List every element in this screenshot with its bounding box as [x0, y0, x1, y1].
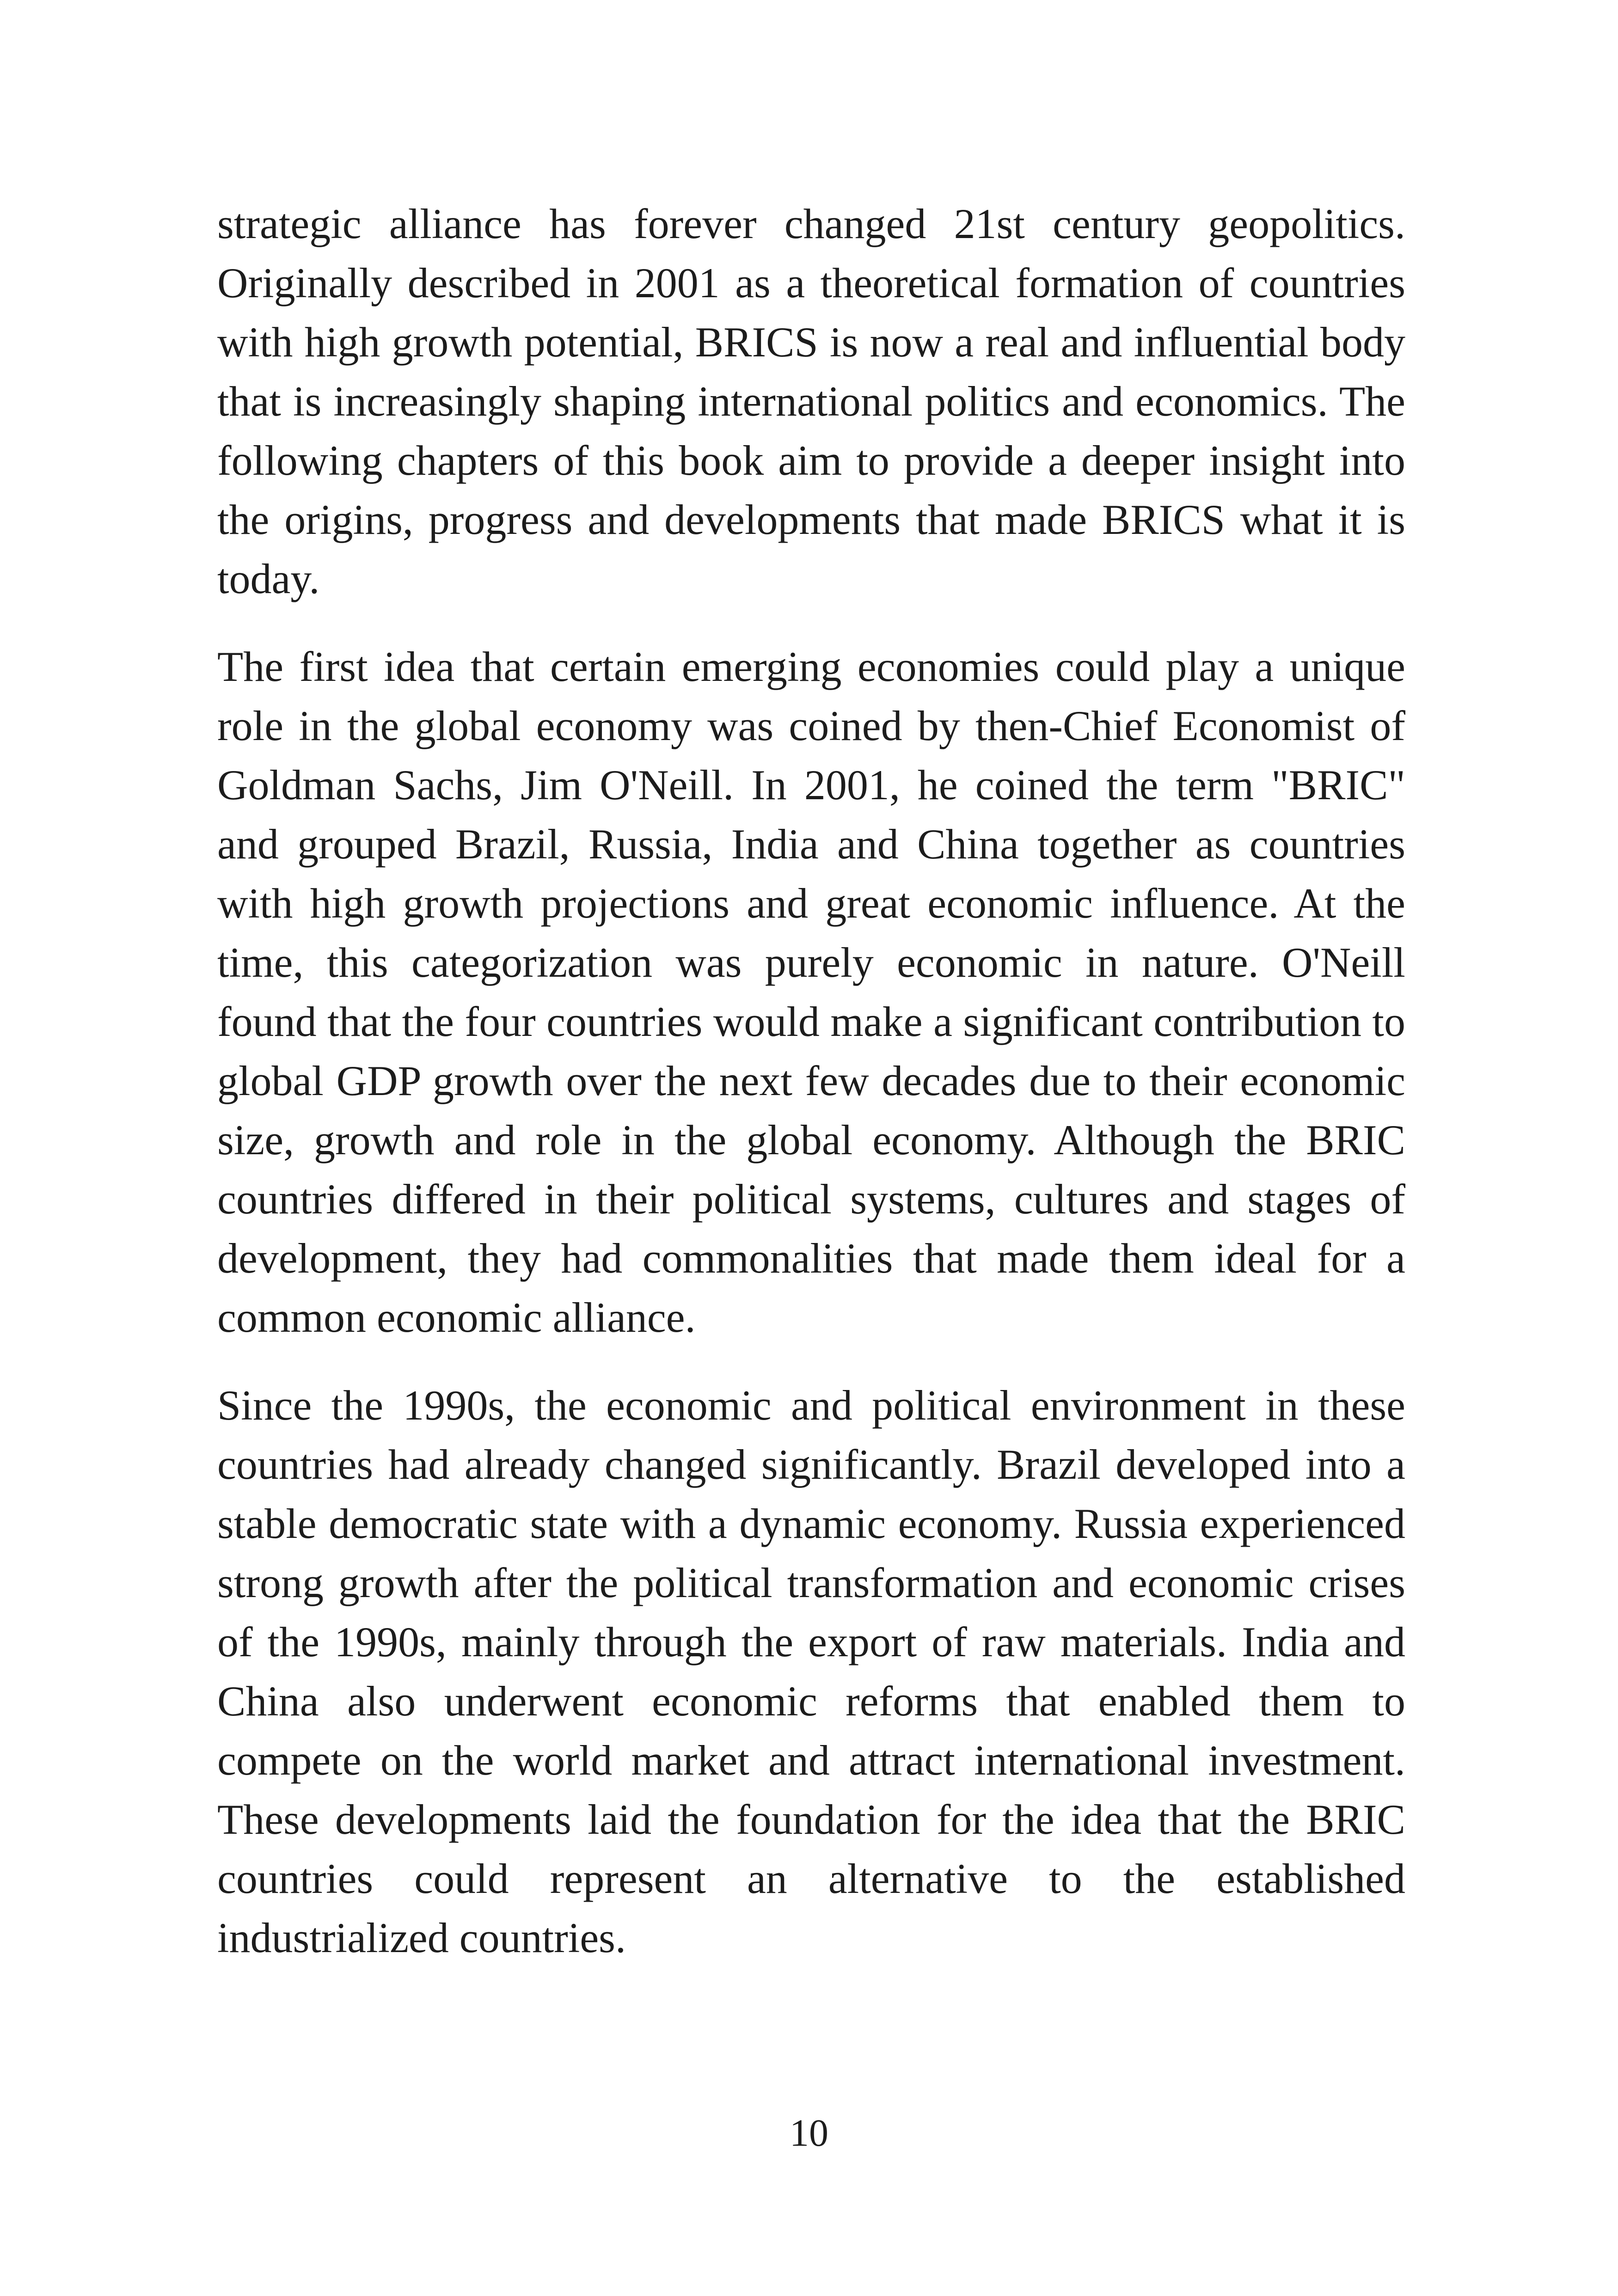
paragraph-1990s-environment: Since the 1990s, the economic and political environment in these countries had already changed significantly. Brazil developed into a stable democratic state with a dynamic economy. Russia experienced strong growth after the political transformation and economic crises of the 1990s, mainly through the export of raw materials. India and China also underwent economic reforms that enabled them to compete on the world market and attract international investment. These developments laid the foundation for the idea that the BRIC countries could represent an alternative to the established industrialized countries. — [217, 1382, 1405, 1961]
paragraph-alliance-intro: strategic alliance has forever changed 21st century geopolitics. Originally described in 2001 as a theoretical formation of countries with high growth potential, BRICS is now a real and influential body that is increasingly shaping international politics and economics. The following chapters of this book aim to provide a deeper insight into the origins, progress and developments that made BRICS what it is today. — [217, 200, 1405, 602]
page-number: 10 — [790, 2112, 828, 2155]
paragraph-bric-origin: The first idea that certain emerging economies could play a unique role in the global economy was coined by then-Chief Economist of Goldman Sachs, Jim O'Neill. In 2001, he coined the term "BRIC" and grouped Brazil, Russia, India and China together as countries with high growth projections and great economic influence. At the time, this categorization was purely economic in nature. O'Neill found that the four countries would make a significant contribution to global GDP growth over the next few decades due to their economic size, growth and role in the global economy. Although the BRIC countries differed in their political systems, cultures and stages of development, they had commonalities that made them ideal for a common economic alliance. — [217, 643, 1405, 1341]
body-text — [217, 194, 1405, 1996]
